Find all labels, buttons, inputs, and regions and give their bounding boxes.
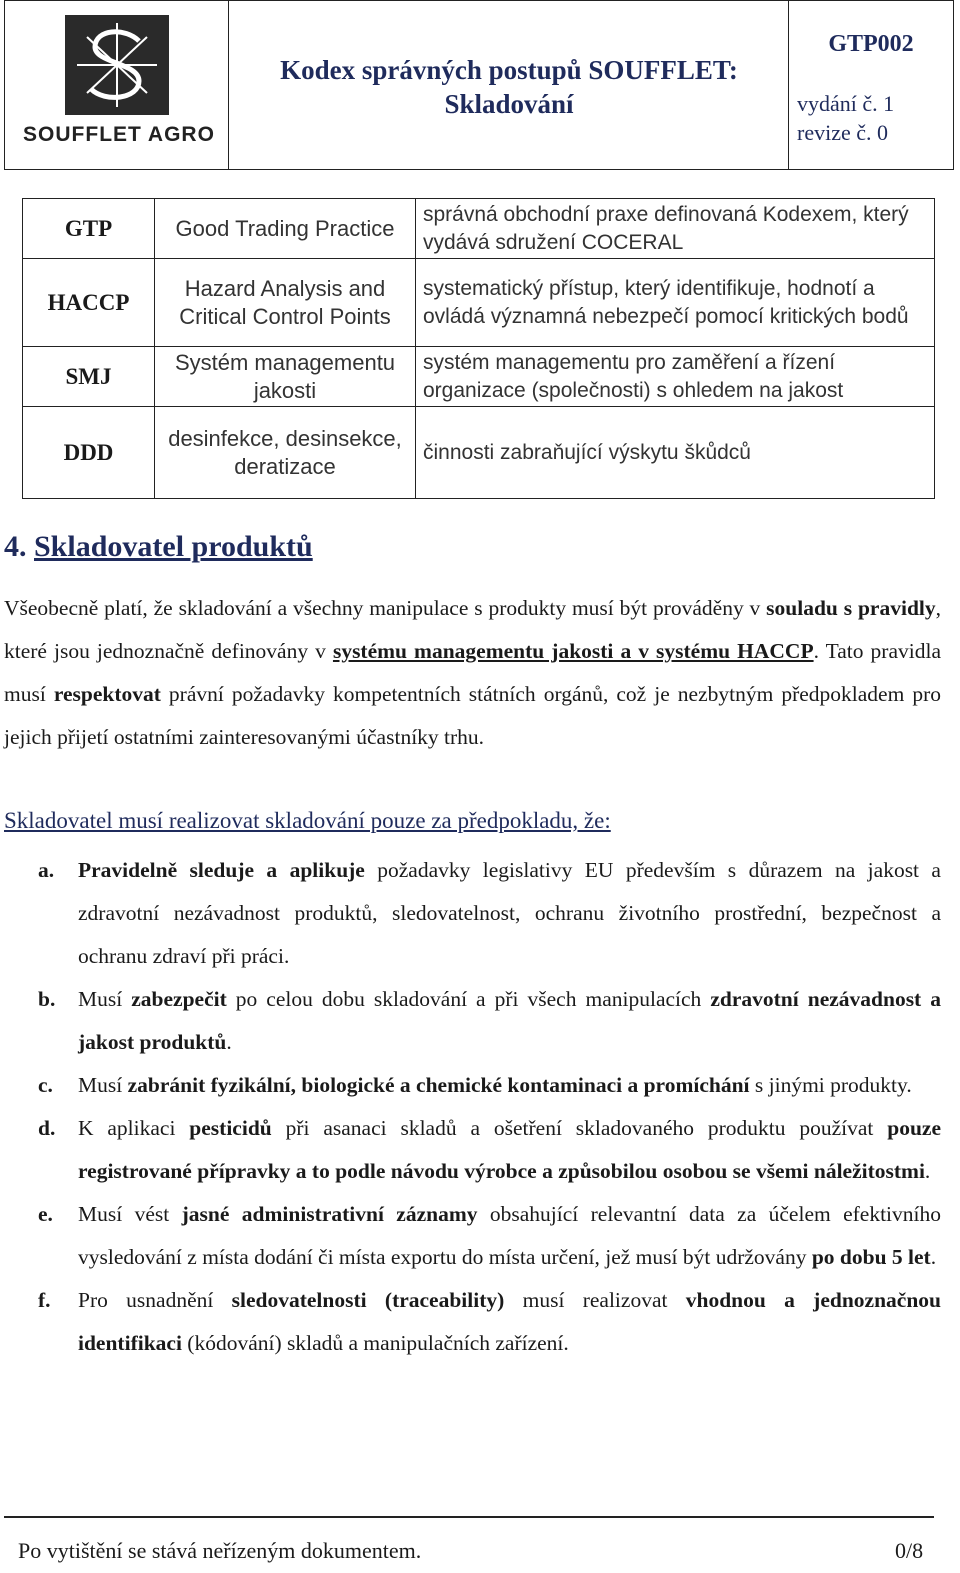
description-cell: správná obchodní praxe definovaná Kodexem, který vydává sdružení COCERAL — [423, 202, 909, 254]
item-marker: a. — [38, 858, 55, 882]
item-text: . — [930, 1245, 937, 1269]
page-number: 0/8 — [895, 1538, 924, 1563]
logo-wordmark: SOUFFLET AGRO — [23, 123, 215, 146]
glossary-table — [22, 198, 935, 499]
abbr-cell: DDD — [23, 407, 155, 498]
logo-cell — [5, 1, 229, 169]
item-bold: pouze registrované přípravky a to podle návodu výrobce a způsobilou osobou se všemi náležitostmi — [78, 1116, 941, 1183]
document-title — [229, 53, 789, 121]
table-row — [23, 407, 934, 498]
list-lead: Skladovatel musí realizovat skladování pouze za předpokladu, že: — [4, 808, 611, 833]
item-text: Musí — [78, 987, 132, 1011]
item-marker: f. — [38, 1288, 51, 1312]
item-bold: zdravotní nezávadnost a jakost produktů — [78, 987, 941, 1054]
intro-text-4: právní požadavky kompetentních státních orgánů, což je nezbytným předpokladem pro jejich přijetí ostatními zainteresovanými účastníky trhu. — [4, 682, 941, 749]
description-cell: činnosti zabraňující výskytu škůdců — [423, 440, 751, 464]
item-text: při asanaci skladů a ošetření skladovaného produktu používat — [271, 1116, 888, 1140]
title-line-1: Kodex správných postupů SOUFFLET: — [280, 55, 738, 85]
description-cell: systematický přístup, který identifikuje, hodnotí a ovládá významná nebezpečí pomocí kritických bodů — [423, 276, 909, 328]
document-code: GTP002 — [828, 31, 914, 57]
title-cell — [229, 1, 789, 169]
intro-paragraph — [4, 587, 941, 759]
item-bold: pesticidů — [189, 1116, 272, 1140]
meaning-cell: Hazard Analysis and Critical Control Points — [155, 259, 416, 346]
item-marker: c. — [38, 1073, 53, 1097]
item-text: obsahující relevantní data za účelem efektivního vysledování z místa dodání či místa exportu do místa určení, jež musí být udržovány — [78, 1202, 942, 1269]
item-text: s jinými produkty. — [749, 1073, 912, 1097]
item-text: musí realizovat — [504, 1288, 686, 1312]
title-line-2: Skladování — [444, 89, 574, 119]
description-cell: systém managementu pro zaměření a řízení organizace (společnosti) s ohledem na jakost — [423, 350, 844, 402]
item-text: K aplikaci — [78, 1116, 190, 1140]
section-heading — [4, 530, 313, 564]
item-bold: jasné administrativní záznamy — [181, 1202, 478, 1226]
item-bold: zabránit fyzikální, biologické a chemické kontaminaci a promíchání — [127, 1073, 750, 1097]
item-text: . — [226, 1030, 232, 1054]
item-text: . — [924, 1159, 931, 1183]
list-item — [38, 1064, 941, 1107]
footer-note: Po vytištění se stává neřízeným dokumentem. — [18, 1538, 422, 1563]
abbr-cell: HACCP — [23, 259, 155, 346]
list-item — [38, 1279, 941, 1365]
meaning-cell: desinfekce, desinsekce, deratizace — [155, 407, 416, 498]
intro-text-1: Všeobecně platí, že skladování a všechny manipulace s produkty musí být prováděny v — [4, 596, 767, 620]
meaning-cell: Systém managementu jakosti — [155, 347, 416, 406]
footer-divider — [4, 1516, 934, 1518]
item-text: po celou dobu skladování a při všech manipulacích — [226, 987, 711, 1011]
item-text: Pro usnadnění — [78, 1288, 232, 1312]
intro-underlined-ref: systému managementu jakosti a v systému HACCP — [332, 639, 814, 663]
item-text: Musí — [78, 1073, 128, 1097]
item-text: (kódování) skladů a manipulačních zařízení. — [181, 1331, 569, 1355]
item-bold: Pravidelně sleduje a aplikuje — [78, 858, 365, 882]
intro-bold-2: respektovat — [53, 682, 161, 706]
abbr-cell: SMJ — [23, 347, 155, 406]
edition: vydání č. 1 — [797, 91, 895, 116]
section-title: Skladovatel produktů — [34, 530, 313, 563]
table-row — [23, 259, 934, 347]
item-text: požadavky legislativy EU především s důrazem na jakost a zdravotní nezávadnost produktů, sledovatelnost, ochranu životního prostřední, bezpečnost a ochranu zdraví při práci. — [78, 858, 941, 968]
list-item — [38, 978, 941, 1064]
intro-bold-1: souladu s pravidly — [766, 596, 936, 620]
list-item — [38, 849, 941, 978]
meaning-cell: Good Trading Practice — [155, 199, 416, 258]
item-bold: po dobu 5 let — [811, 1245, 931, 1269]
document-header — [4, 0, 954, 170]
item-marker: e. — [38, 1202, 53, 1226]
item-bold: sledovatelnosti (traceability) — [231, 1288, 505, 1312]
table-row — [23, 199, 934, 259]
intro-text-3: . Tato pravidla musí — [4, 639, 941, 706]
requirement-list — [38, 849, 941, 1365]
item-bold: zabezpečit — [131, 987, 227, 1011]
section-number: 4. — [4, 530, 27, 563]
soufflet-logo-icon — [65, 15, 169, 115]
code-cell — [789, 1, 953, 169]
item-marker: b. — [38, 987, 56, 1011]
list-item — [38, 1107, 941, 1193]
item-bold: vhodnou a jednoznačnou identifikaci — [78, 1288, 942, 1355]
item-text: Musí vést — [78, 1202, 182, 1226]
edition-info — [797, 89, 894, 147]
list-item — [38, 1193, 941, 1279]
item-marker: d. — [38, 1116, 56, 1140]
intro-text-2: , které jsou jednoznačně definovány v — [4, 596, 941, 663]
table-row — [23, 347, 934, 407]
revision: revize č. 0 — [797, 120, 888, 145]
abbr-cell: GTP — [23, 199, 155, 258]
